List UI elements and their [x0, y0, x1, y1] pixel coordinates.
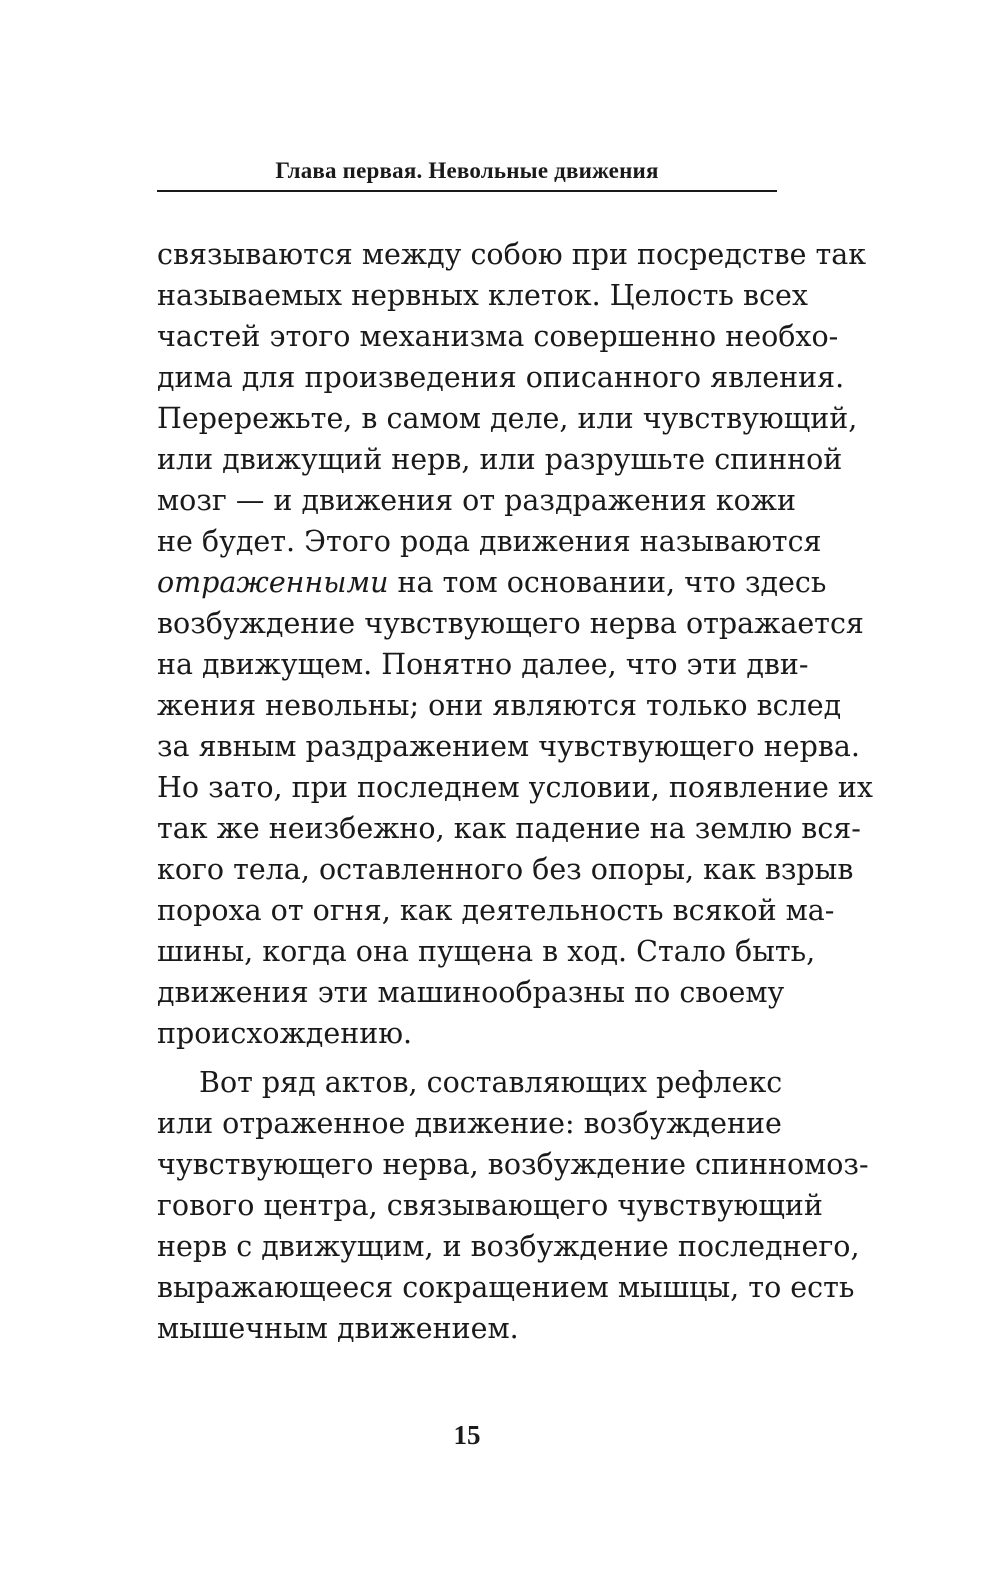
- text-line: шины, когда она пущена в ход. Стало быть,: [157, 935, 816, 968]
- text-line: за явным раздражением чувствующего нерва.: [157, 730, 860, 763]
- text-line: чувствующего нерва, возбуждение спинномоз-: [157, 1148, 869, 1181]
- text-line: не будет. Этого рода движения называются: [157, 525, 822, 558]
- text-line: выражающееся сокращением мышцы, то есть: [157, 1271, 855, 1304]
- text-line: жения невольны; они являются только вслед: [157, 689, 842, 722]
- text-line: Вот ряд актов, составляющих рефлекс: [199, 1066, 783, 1099]
- text-line: [157, 562, 827, 603]
- text-line: на движущем. Понятно далее, что эти дви-: [157, 648, 809, 681]
- paragraph-gap: [157, 1054, 777, 1062]
- text-line: мышечным движением.: [157, 1312, 519, 1345]
- italic-term: отраженными: [157, 566, 389, 599]
- body-text: [157, 234, 873, 1349]
- text-line: частей этого механизма совершенно необхо-: [157, 320, 839, 353]
- text-line: гового центра, связывающего чувствующий: [157, 1189, 823, 1222]
- text-line: называемых нервных клеток. Целость всех: [157, 279, 808, 312]
- text-line: Перережьте, в самом деле, или чувствующий,: [157, 402, 858, 435]
- text-line: пороха от огня, как деятельность всякой ма-: [157, 894, 835, 927]
- text-line: Но зато, при последнем условии, появление их: [157, 771, 873, 804]
- text-line: происхождению.: [157, 1017, 413, 1050]
- text-line: возбуждение чувствующего нерва отражается: [157, 607, 864, 640]
- text-line: или движущий нерв, или разрушьте спинной: [157, 443, 843, 476]
- text-line-rest: на том основании, что здесь: [388, 566, 827, 599]
- text-line: или отраженное движение: возбуждение: [157, 1107, 782, 1140]
- text-line: связываются между собою при посредстве так: [157, 238, 867, 271]
- text-line: дима для произведения описанного явления.: [157, 361, 845, 394]
- text-line: кого тела, оставленного без опоры, как взрыв: [157, 853, 854, 886]
- text-line: движения эти машинообразны по своему: [157, 976, 785, 1009]
- text-line: так же неизбежно, как падение на землю вся-: [157, 812, 861, 845]
- text-line: нерв с движущим, и возбуждение последнего,: [157, 1230, 860, 1263]
- text-line: мозг — и движения от раздражения кожи: [157, 484, 797, 517]
- header-rule: [157, 190, 777, 192]
- running-head: Глава первая. Невольные движения: [275, 158, 659, 183]
- page-number: 15: [453, 1420, 481, 1450]
